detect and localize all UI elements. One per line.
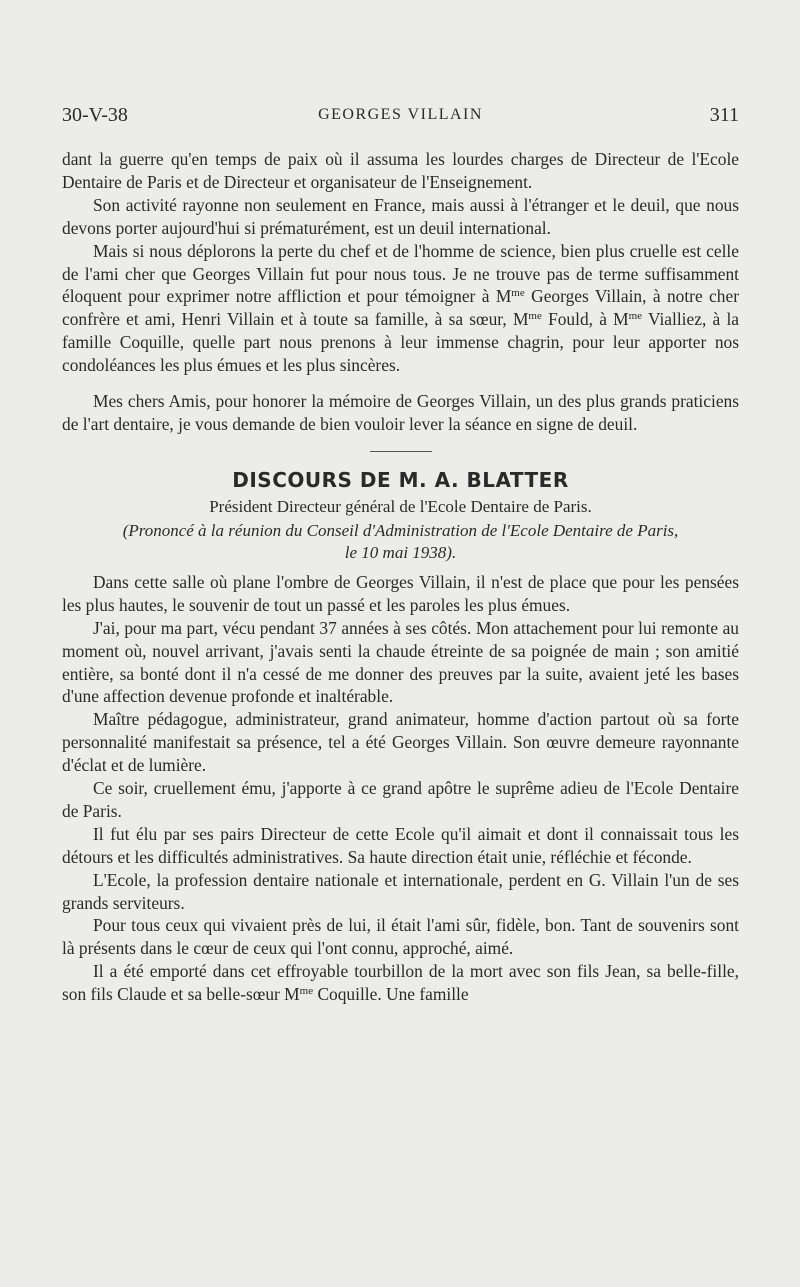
text-run: Il fut élu par ses pairs Directeur de cette Ecole qu'il aimait et dont il connaissait tous les détours et les difficultés administratives. Sa haute direction était unie, réfléchie et féconde. — [62, 823, 739, 867]
paragraph — [62, 148, 739, 194]
section-note-line: le 10 mai 1938). — [344, 542, 457, 562]
paragraph-gap — [62, 377, 739, 390]
text-run: J'ai, pour ma part, vécu pendant 37 années à ses côtés. Mon attachement pour lui remonte au moment où, nouvel arrivant, j'avais senti la chaude étreinte de sa poignée de main ; son amitié entière, sa bonté dont il n'a cessé de me donner des preuves par la suite, avaient jeté les bases d'une affection devenue profonde et inaltérable. — [62, 617, 739, 707]
text-run: dant la guerre qu'en temps de paix où il assuma les lourdes charges de Directeur de l'Ecole Dentaire de Paris et de Directeur et organisateur de l'Enseignement. — [62, 149, 739, 192]
paragraph — [62, 777, 739, 823]
running-header — [62, 104, 739, 134]
paragraph — [62, 960, 739, 1006]
superscript: me — [299, 985, 314, 998]
text-run: Dans cette salle où plane l'ombre de Georges Villain, il n'est de place que pour les pensées les plus hautes, le souvenir de tout un passé et les paroles les plus émues. — [62, 571, 739, 615]
paragraph — [62, 571, 739, 617]
paragraph — [62, 914, 739, 960]
text-run: Maître pédagogue, administrateur, grand animateur, homme d'action partout où sa forte personnalité manifestait sa présence, tel a été Georges Villain. Son œuvre demeure rayonnante d'éclat et de lumière. — [62, 709, 739, 776]
superscript: me — [528, 310, 542, 323]
paragraph — [62, 869, 739, 915]
superscript: me — [628, 310, 643, 323]
section-note — [62, 520, 739, 564]
paragraph — [62, 617, 739, 709]
section-heading: DISCOURS DE M. A. BLATTER — [232, 467, 569, 492]
text-run: Fould, à M — [541, 309, 629, 330]
paragraph — [62, 194, 739, 240]
text-run: Son activité rayonne non seulement en France, mais aussi à l'étranger et le deuil, que nous devons porter aujourd'hui si prématurément, est un deuil international. — [62, 194, 739, 238]
header-date: 30-V-38 — [62, 104, 128, 126]
section-subtitle: Président Directeur général de l'Ecole Dentaire de Paris. — [209, 496, 592, 516]
page-number: 311 — [709, 104, 739, 126]
text-run: Coquille. Une famille — [313, 984, 469, 1005]
text-run: Georges Villain, à notre cher confrère et ami, Henri Villain et à toute sa famille, à sa sœur, M — [62, 286, 739, 330]
paragraph — [62, 240, 739, 377]
header-title: GEORGES VILLAIN — [318, 106, 483, 123]
page-body — [62, 148, 739, 1006]
section-divider — [370, 451, 432, 452]
superscript: me — [511, 287, 525, 300]
text-run: L'Ecole, la profession dentaire nationale et internationale, perdent en G. Villain l'un de ses grands serviteurs. — [62, 869, 739, 913]
paragraph — [62, 708, 739, 777]
text-run: Pour tous ceux qui vivaient près de lui, il était l'ami sûr, fidèle, bon. Tant de souvenirs sont là présents dans le cœur de ceux qui l'ont connu, approché, aimé. — [62, 915, 739, 959]
section-note-line: (Prononcé à la réunion du Conseil d'Administration de l'Ecole Dentaire de Paris, — [122, 520, 679, 540]
text-run: Mais si nous déplorons la perte du chef et de l'homme de science, bien plus cruelle est celle de l'ami cher que Georges Villain fut pour nous tous. Je ne trouve pas de terme suffisamment éloquent pour exprimer notre affliction et pour témoigner à M — [62, 240, 739, 307]
paragraph — [62, 823, 739, 869]
text-run: Vialliez, à la famille Coquille, quelle part nous prenons à leur immense chagrin, pour leur apporter nos condoléances les plus émues et les plus sincères. — [62, 309, 739, 376]
text-run: Ce soir, cruellement ému, j'apporte à ce grand apôtre le suprême adieu de l'Ecole Dentaire de Paris. — [62, 778, 739, 821]
paragraph — [62, 390, 739, 436]
text-run: Mes chers Amis, pour honorer la mémoire de Georges Villain, un des plus grands praticiens de l'art dentaire, je vous demande de bien vouloir lever la séance en signe de deuil. — [62, 391, 739, 434]
text-run: Il a été emporté dans cet effroyable tourbillon de la mort avec son fils Jean, sa belle-fille, son fils Claude et sa belle-sœur M — [62, 961, 739, 1005]
